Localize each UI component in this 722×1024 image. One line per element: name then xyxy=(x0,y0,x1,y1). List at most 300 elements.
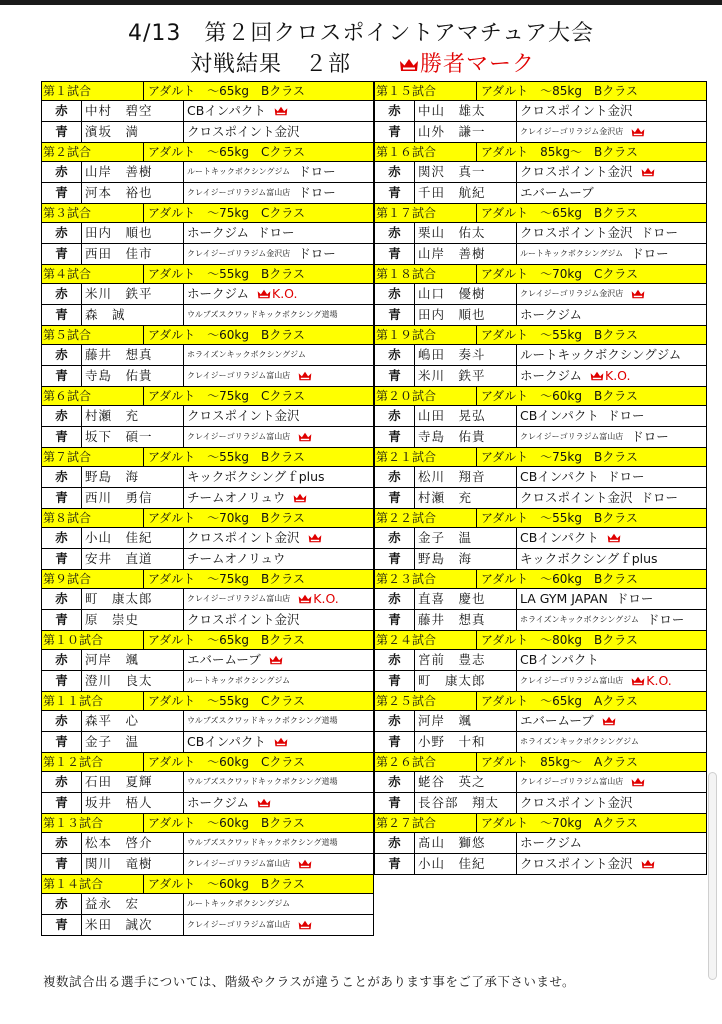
match-block xyxy=(374,630,707,692)
gym-name: ウルブズスクワッドキックボクシング道場 xyxy=(187,838,338,847)
gym-name: ホークジム xyxy=(187,286,250,301)
gym-cell xyxy=(184,122,373,142)
match-header xyxy=(41,752,374,772)
gym-name: ウルブズスクワッドキックボクシング道場 xyxy=(187,777,338,786)
gym-cell xyxy=(184,671,373,691)
match-header xyxy=(41,142,374,162)
winner-crown-icon xyxy=(607,533,621,543)
match-header xyxy=(41,813,374,833)
match-number: 第１２試合 xyxy=(43,755,104,769)
gym-cell xyxy=(517,793,706,813)
corner-label: 赤 xyxy=(42,650,82,670)
fighter-name: 田内 順也 xyxy=(82,223,184,243)
draw-label: ドロー xyxy=(298,185,336,200)
fighter-row-red xyxy=(374,771,707,793)
match-block xyxy=(374,752,707,814)
match-header xyxy=(41,569,374,589)
match-number: 第４試合 xyxy=(43,267,92,281)
match-header xyxy=(374,630,707,650)
gym-name: クロスポイント金沢 xyxy=(520,164,633,179)
fighter-row-red xyxy=(374,161,707,183)
gym-name: ホークジム xyxy=(520,307,583,322)
gym-name: ルートキックボクシングジム xyxy=(187,899,291,908)
fighter-row-red xyxy=(41,771,374,793)
match-block xyxy=(41,813,374,875)
match-header xyxy=(374,691,707,711)
fighter-name: 坂下 碩一 xyxy=(82,427,184,447)
fighter-name: 濱坂 満 xyxy=(82,122,184,142)
match-number: 第１４試合 xyxy=(43,877,104,891)
match-class: アダルト ～60kg Bクラス xyxy=(476,570,706,588)
fighter-name: 坂井 梧人 xyxy=(82,793,184,813)
match-header xyxy=(41,508,374,528)
corner-label: 赤 xyxy=(42,772,82,792)
gym-cell xyxy=(184,793,373,813)
gym-name: ウルブズスクワッドキックボクシング道場 xyxy=(187,716,338,725)
gym-cell xyxy=(184,854,373,874)
gym-name: クロスポイント金沢 xyxy=(520,795,633,810)
fighter-name: 関沢 真一 xyxy=(415,162,517,182)
fighter-name: 町 康太郎 xyxy=(82,589,184,609)
corner-label: 青 xyxy=(375,244,415,264)
match-class: アダルト ～55kg Bクラス xyxy=(476,326,706,344)
results-right-column xyxy=(374,82,707,875)
corner-label: 赤 xyxy=(42,162,82,182)
match-header xyxy=(374,569,707,589)
gym-name: クロスポイント金沢 xyxy=(520,490,633,505)
corner-label: 赤 xyxy=(375,772,415,792)
corner-label: 赤 xyxy=(42,833,82,853)
crown-icon xyxy=(399,58,419,72)
corner-label: 赤 xyxy=(375,223,415,243)
gym-name: クレイジーゴリラジム富山店 xyxy=(520,676,624,685)
gym-cell xyxy=(184,528,373,548)
match-class: アダルト ～65kg Bクラス xyxy=(476,204,706,222)
match-header xyxy=(41,630,374,650)
winner-crown-icon xyxy=(641,859,655,869)
gym-cell xyxy=(184,711,373,731)
corner-label: 赤 xyxy=(42,406,82,426)
fighter-row-blue xyxy=(41,609,374,631)
match-header xyxy=(374,325,707,345)
gym-name: クレイジーゴリラジム富山店 xyxy=(520,432,624,441)
gym-name: ホークジム xyxy=(520,368,583,383)
fighter-name: 藤井 想真 xyxy=(415,610,517,630)
fighter-row-red xyxy=(41,710,374,732)
fighter-row-blue xyxy=(374,426,707,448)
gym-name: クレイジーゴリラジム金沢店 xyxy=(520,127,624,136)
fighter-row-blue xyxy=(374,853,707,875)
fighter-row-blue xyxy=(374,731,707,753)
corner-label: 青 xyxy=(375,488,415,508)
gym-cell xyxy=(517,589,706,609)
match-block xyxy=(41,325,374,387)
gym-name: CBインパクト xyxy=(187,734,266,749)
fighter-name: 山岸 善樹 xyxy=(415,244,517,264)
fighter-row-red xyxy=(374,710,707,732)
winner-crown-icon xyxy=(298,920,312,930)
draw-label: ドロー xyxy=(615,591,654,606)
fighter-row-blue xyxy=(41,182,374,204)
gym-cell xyxy=(184,732,373,752)
fighter-name: 町 康太郎 xyxy=(415,671,517,691)
match-number: 第１３試合 xyxy=(43,816,104,830)
gym-name: クレイジーゴリラジム金沢店 xyxy=(520,289,624,298)
match-class: アダルト ～55kg Bクラス xyxy=(143,265,373,283)
fighter-row-red xyxy=(374,649,707,671)
match-block xyxy=(41,81,374,143)
winner-crown-icon xyxy=(631,777,645,787)
gym-name: クレイジーゴリラジム富山店 xyxy=(187,594,291,603)
fighter-row-blue xyxy=(41,853,374,875)
match-block xyxy=(374,264,707,326)
gym-name: クロスポイント金沢 xyxy=(187,530,300,545)
fighter-row-red xyxy=(374,283,707,305)
gym-cell xyxy=(184,833,373,853)
match-class: アダルト ～60kg Bクラス xyxy=(143,814,373,832)
fighter-name: 益永 宏 xyxy=(82,894,184,914)
fighter-name: 長谷部 翔太 xyxy=(415,793,517,813)
fighter-row-red xyxy=(41,649,374,671)
fighter-name: 河岸 颯 xyxy=(415,711,517,731)
gym-cell xyxy=(184,772,373,792)
winner-crown-icon xyxy=(274,106,288,116)
match-block xyxy=(374,569,707,631)
fighter-row-red xyxy=(41,222,374,244)
match-number: 第２５試合 xyxy=(376,694,437,708)
corner-label: 青 xyxy=(42,610,82,630)
fighter-name: 宮前 豊志 xyxy=(415,650,517,670)
winner-crown-icon xyxy=(308,533,322,543)
fighter-name: 原 崇史 xyxy=(82,610,184,630)
corner-label: 青 xyxy=(375,366,415,386)
match-header xyxy=(41,874,374,894)
winner-crown-icon xyxy=(631,676,645,686)
gym-cell xyxy=(184,284,373,304)
ko-label: K.O. xyxy=(605,368,631,383)
gym-cell xyxy=(517,833,706,853)
corner-label: 青 xyxy=(375,183,415,203)
gym-cell xyxy=(517,122,706,142)
corner-label: 赤 xyxy=(42,284,82,304)
gym-name: クレイジーゴリラジム富山店 xyxy=(187,188,291,197)
corner-label: 赤 xyxy=(42,345,82,365)
fighter-name: 栗山 佑太 xyxy=(415,223,517,243)
corner-label: 赤 xyxy=(375,406,415,426)
winner-crown-icon xyxy=(269,655,283,665)
gym-cell xyxy=(517,284,706,304)
fighter-name: 西田 佳市 xyxy=(82,244,184,264)
fighter-name: 森 誠 xyxy=(82,305,184,325)
match-number: 第１０試合 xyxy=(43,633,104,647)
draw-label: ドロー xyxy=(606,469,645,484)
corner-label: 赤 xyxy=(375,650,415,670)
fighter-name: 小山 佳紀 xyxy=(415,854,517,874)
fighter-name: 松本 啓介 xyxy=(82,833,184,853)
fighter-row-red xyxy=(374,527,707,549)
corner-label: 青 xyxy=(375,854,415,874)
match-block xyxy=(41,752,374,814)
fighter-name: 直喜 慶也 xyxy=(415,589,517,609)
gym-name: クロスポイント金沢 xyxy=(520,103,633,118)
fighter-name: 寺島 佑貴 xyxy=(415,427,517,447)
fighter-row-blue xyxy=(41,365,374,387)
corner-label: 赤 xyxy=(375,467,415,487)
fighter-name: 山田 晃弘 xyxy=(415,406,517,426)
match-header xyxy=(374,447,707,467)
gym-name: クレイジーゴリラジム富山店 xyxy=(187,371,291,380)
fighter-row-blue xyxy=(374,243,707,265)
match-number: 第１９試合 xyxy=(376,328,437,342)
gym-cell xyxy=(517,427,706,447)
gym-name: ホークジム xyxy=(187,225,250,240)
draw-label: ドロー xyxy=(631,429,669,444)
corner-label: 赤 xyxy=(375,101,415,121)
fighter-row-blue xyxy=(41,670,374,692)
gym-cell xyxy=(184,223,373,243)
fighter-row-red xyxy=(374,588,707,610)
gym-cell xyxy=(517,467,706,487)
corner-label: 青 xyxy=(42,793,82,813)
corner-label: 赤 xyxy=(42,589,82,609)
match-class: アダルト ～75kg Cクラス xyxy=(143,204,373,222)
corner-label: 青 xyxy=(375,732,415,752)
gym-name: ホライズンキックボクシングジム xyxy=(520,737,639,746)
fighter-name: 小山 佳紀 xyxy=(82,528,184,548)
match-class: アダルト ～70kg Aクラス xyxy=(476,814,706,832)
match-class: アダルト ～70kg Bクラス xyxy=(143,509,373,527)
match-number: 第７試合 xyxy=(43,450,92,464)
match-number: 第１５試合 xyxy=(376,84,437,98)
legend-text: 勝者マーク xyxy=(420,52,536,77)
gym-name: CBインパクト xyxy=(520,530,599,545)
match-number: 第２６試合 xyxy=(376,755,437,769)
gym-name: エバームーブ xyxy=(520,713,594,728)
gym-cell xyxy=(184,650,373,670)
fighter-name: 村瀬 充 xyxy=(415,488,517,508)
fighter-name: 村瀬 充 xyxy=(82,406,184,426)
match-number: 第１６試合 xyxy=(376,145,437,159)
gym-cell xyxy=(184,406,373,426)
gym-name: クレイジーゴリラジム富山店 xyxy=(187,920,291,929)
gym-cell xyxy=(517,549,706,569)
gym-name: ホライズンキックボクシングジム xyxy=(520,615,639,624)
fighter-name: 松川 翔音 xyxy=(415,467,517,487)
match-block xyxy=(41,447,374,509)
gym-name: CBインパクト xyxy=(187,103,266,118)
winner-crown-icon xyxy=(641,167,655,177)
match-number: 第１１試合 xyxy=(43,694,104,708)
match-class: アダルト ～75kg Cクラス xyxy=(143,387,373,405)
match-block xyxy=(41,691,374,753)
match-class: アダルト ～60kg Bクラス xyxy=(476,387,706,405)
fighter-name: 河岸 颯 xyxy=(82,650,184,670)
match-number: 第６試合 xyxy=(43,389,92,403)
gym-cell xyxy=(184,467,373,487)
match-class: アダルト ～55kg Bクラス xyxy=(476,509,706,527)
corner-label: 赤 xyxy=(42,467,82,487)
fighter-name: 森平 心 xyxy=(82,711,184,731)
gym-cell xyxy=(184,101,373,121)
gym-name: ホークジム xyxy=(520,835,583,850)
match-header xyxy=(374,386,707,406)
gym-cell xyxy=(184,915,373,935)
fighter-row-blue xyxy=(41,426,374,448)
corner-label: 青 xyxy=(42,732,82,752)
gym-cell xyxy=(517,671,706,691)
gym-name: クロスポイント金沢 xyxy=(187,612,300,627)
gym-cell xyxy=(184,427,373,447)
corner-label: 青 xyxy=(375,305,415,325)
match-number: 第２１試合 xyxy=(376,450,437,464)
corner-label: 青 xyxy=(375,671,415,691)
gym-name: LA GYM JAPAN xyxy=(520,591,608,606)
gym-name: ルートキックボクシングジム xyxy=(187,676,291,685)
gym-name: キックボクシングｆplus xyxy=(520,551,658,566)
match-number: 第３試合 xyxy=(43,206,92,220)
draw-label: ドロー xyxy=(257,225,295,240)
winner-crown-icon xyxy=(298,594,312,604)
corner-label: 青 xyxy=(375,427,415,447)
match-class: アダルト ～65kg Cクラス xyxy=(143,143,373,161)
gym-cell xyxy=(184,162,373,182)
fighter-name: 千田 航紀 xyxy=(415,183,517,203)
subtitle-text: 対戦結果 ２部 xyxy=(190,52,352,77)
match-number: 第２試合 xyxy=(43,145,92,159)
fighter-name: 山岸 善樹 xyxy=(82,162,184,182)
match-block xyxy=(41,874,374,936)
match-class: アダルト 85kg～ Aクラス xyxy=(476,753,706,771)
gym-cell xyxy=(517,772,706,792)
page-title: 4/13 第２回クロスポイントアマチュア大会 xyxy=(127,21,595,46)
gym-name: CBインパクト xyxy=(520,408,599,423)
winner-crown-icon xyxy=(631,289,645,299)
fighter-row-red xyxy=(374,405,707,427)
corner-label: 赤 xyxy=(375,284,415,304)
corner-label: 赤 xyxy=(375,711,415,731)
footnote: 複数試合出る選手については、階級やクラスが違うことがあります事をご了承下さいませ。 xyxy=(43,974,576,989)
fighter-row-blue xyxy=(374,304,707,326)
gym-name: チームオノリュウ xyxy=(187,490,286,505)
gym-name: クロスポイント金沢 xyxy=(520,225,633,240)
match-header xyxy=(374,752,707,772)
match-block xyxy=(41,142,374,204)
gym-name: クロスポイント金沢 xyxy=(187,408,300,423)
gym-cell xyxy=(184,549,373,569)
gym-cell xyxy=(517,101,706,121)
match-block xyxy=(41,630,374,692)
gym-cell xyxy=(184,366,373,386)
gym-name: キックボクシングｆplus xyxy=(187,469,325,484)
fighter-name: 澄川 良太 xyxy=(82,671,184,691)
fighter-row-red xyxy=(41,283,374,305)
corner-label: 青 xyxy=(42,549,82,569)
fighter-name: 石田 夏輝 xyxy=(82,772,184,792)
match-class: アダルト ～60kg Bクラス xyxy=(143,875,373,893)
match-class: アダルト ～65kg Aクラス xyxy=(476,692,706,710)
winner-legend xyxy=(399,52,535,77)
match-block xyxy=(41,386,374,448)
gym-cell xyxy=(517,345,706,365)
winner-crown-icon xyxy=(298,859,312,869)
fighter-name: 金子 温 xyxy=(415,528,517,548)
gym-cell xyxy=(184,589,373,609)
fighter-row-blue xyxy=(374,487,707,509)
match-number: 第２７試合 xyxy=(376,816,437,830)
winner-crown-icon xyxy=(257,289,271,299)
fighter-name: 髙山 獅悠 xyxy=(415,833,517,853)
draw-label: ドロー xyxy=(606,408,645,423)
match-number: 第２３試合 xyxy=(376,572,437,586)
gym-cell xyxy=(517,711,706,731)
match-class: アダルト ～60kg Cクラス xyxy=(143,753,373,771)
fighter-name: 河本 裕也 xyxy=(82,183,184,203)
match-block xyxy=(41,569,374,631)
fighter-row-blue xyxy=(41,121,374,143)
gym-name: クレイジーゴリラジム金沢店 xyxy=(187,249,291,258)
gym-name: ホライズンキックボクシングジム xyxy=(187,350,306,359)
corner-label: 青 xyxy=(42,488,82,508)
match-block xyxy=(374,203,707,265)
fighter-row-blue xyxy=(374,182,707,204)
fighter-row-red xyxy=(41,832,374,854)
winner-crown-icon xyxy=(293,493,307,503)
winner-crown-icon xyxy=(257,798,271,808)
match-number: 第８試合 xyxy=(43,511,92,525)
fighter-name: 蛯谷 英之 xyxy=(415,772,517,792)
fighter-name: 米川 鉄平 xyxy=(415,366,517,386)
match-block xyxy=(374,813,707,875)
match-header xyxy=(374,81,707,101)
draw-label: ドロー xyxy=(631,246,669,261)
gym-cell xyxy=(184,183,373,203)
match-header xyxy=(41,264,374,284)
gym-name: CBインパクト xyxy=(520,652,599,667)
gym-cell xyxy=(517,732,706,752)
match-header xyxy=(374,813,707,833)
fighter-row-blue xyxy=(374,609,707,631)
gym-name: クレイジーゴリラジム富山店 xyxy=(187,859,291,868)
match-block xyxy=(374,447,707,509)
match-class: アダルト ～70kg Cクラス xyxy=(476,265,706,283)
winner-crown-icon xyxy=(602,716,616,726)
corner-label: 青 xyxy=(42,305,82,325)
ko-label: K.O. xyxy=(313,591,339,606)
gym-cell xyxy=(184,894,373,914)
fighter-row-red xyxy=(374,466,707,488)
fighter-row-blue xyxy=(41,304,374,326)
fighter-row-red xyxy=(41,588,374,610)
match-block xyxy=(374,325,707,387)
match-number: 第２０試合 xyxy=(376,389,437,403)
gym-name: ルートキックボクシングジム xyxy=(520,347,682,362)
gym-cell xyxy=(517,528,706,548)
fighter-row-red xyxy=(41,466,374,488)
match-header xyxy=(41,386,374,406)
match-class: アダルト ～65kg Bクラス xyxy=(143,631,373,649)
scrollbar[interactable] xyxy=(708,772,717,980)
match-block xyxy=(374,81,707,143)
corner-label: 青 xyxy=(42,854,82,874)
corner-label: 青 xyxy=(375,793,415,813)
gym-cell xyxy=(517,223,706,243)
corner-label: 青 xyxy=(42,366,82,386)
fighter-row-red xyxy=(374,344,707,366)
draw-label: ドロー xyxy=(640,490,679,505)
match-block xyxy=(374,386,707,448)
match-block xyxy=(374,508,707,570)
corner-label: 赤 xyxy=(375,833,415,853)
